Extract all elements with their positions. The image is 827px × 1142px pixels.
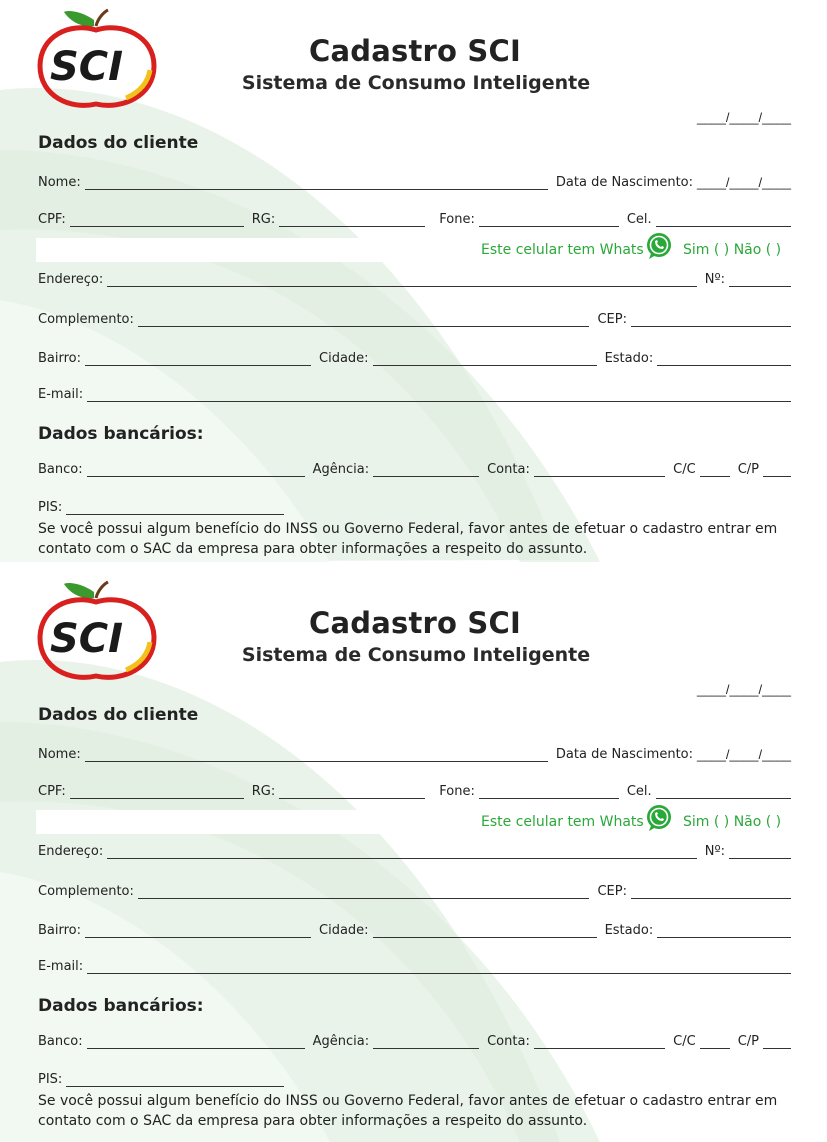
estado-field[interactable] [657, 925, 791, 938]
cpf-label: CPF: [38, 784, 66, 799]
form-subtitle: Sistema de Consumo Inteligente [241, 644, 591, 666]
whatsapp-question: Este celular tem Whats [481, 242, 644, 258]
rg-field[interactable] [279, 786, 425, 799]
cidade-field[interactable] [373, 925, 597, 938]
whatsapp-question: Este celular tem Whats [481, 814, 644, 830]
data-nascimento-label: Data de Nascimento: [555, 175, 694, 190]
row-nome [38, 172, 791, 190]
whatsapp-options[interactable]: Sim ( ) Não ( ) [683, 242, 782, 258]
row-endereco [38, 841, 791, 859]
form-date-field[interactable]: ____/____/____ [697, 682, 791, 697]
agencia-field[interactable] [373, 464, 479, 477]
apple-logo-icon [30, 6, 162, 114]
endereco-field[interactable] [107, 846, 697, 859]
cp-field[interactable] [763, 464, 791, 477]
endereco-label: Endereço: [38, 844, 104, 859]
banco-label: Banco: [38, 462, 83, 477]
cp-label: C/P [737, 462, 759, 477]
apple-logo-icon [30, 578, 162, 686]
row-bairro [38, 920, 791, 938]
conta-field[interactable] [534, 1036, 665, 1049]
fone-label: Fone: [439, 784, 475, 799]
whatsapp-icon [644, 803, 674, 833]
estado-field[interactable] [657, 353, 791, 366]
complemento-label: Complemento: [38, 884, 134, 899]
conta-label: Conta: [487, 1034, 530, 1049]
cel-field[interactable] [656, 214, 791, 227]
cep-label: CEP: [597, 312, 627, 327]
cel-label: Cel. [626, 784, 652, 799]
fone-field[interactable] [479, 214, 619, 227]
registration-form-1 [0, 0, 827, 562]
row-complemento [38, 309, 791, 327]
inss-note: Se você possui algum benefício do INSS ou Governo Federal, favor antes de efetuar o cadastro entrar em contato com o SAC da empresa para obter informações a respeito do assunto. [38, 1093, 778, 1129]
bairro-label: Bairro: [38, 351, 82, 366]
cep-label: CEP: [597, 884, 627, 899]
complemento-field[interactable] [138, 314, 590, 327]
cp-label: C/P [737, 1034, 759, 1049]
cc-field[interactable] [700, 1036, 730, 1049]
row-cpf [38, 209, 791, 227]
complemento-field[interactable] [138, 886, 590, 899]
agencia-label: Agência: [312, 462, 370, 477]
endereco-label: Endereço: [38, 272, 104, 287]
bank-section-heading: Dados bancários: [38, 996, 204, 1016]
cep-field[interactable] [631, 886, 791, 899]
numero-label: Nº: [704, 844, 725, 859]
fone-field[interactable] [479, 786, 619, 799]
pis-label: PIS: [38, 1072, 63, 1087]
whatsapp-question-row [0, 802, 827, 840]
row-pis [38, 497, 791, 515]
cel-field[interactable] [656, 786, 791, 799]
row-email [38, 956, 791, 974]
banco-field[interactable] [87, 1036, 305, 1049]
row-bairro [38, 348, 791, 366]
bairro-field[interactable] [85, 353, 311, 366]
numero-field[interactable] [729, 846, 791, 859]
numero-field[interactable] [729, 274, 791, 287]
row-email [38, 384, 791, 402]
banco-field[interactable] [87, 464, 305, 477]
cpf-field[interactable] [70, 786, 244, 799]
cidade-label: Cidade: [319, 351, 369, 366]
endereco-field[interactable] [107, 274, 697, 287]
inss-note: Se você possui algum benefício do INSS ou Governo Federal, favor antes de efetuar o cadastro entrar em contato com o SAC da empresa para obter informações a respeito do assunto. [38, 521, 778, 557]
client-section-heading: Dados do cliente [38, 705, 199, 725]
numero-label: Nº: [704, 272, 725, 287]
banco-label: Banco: [38, 1034, 83, 1049]
pis-field[interactable] [66, 502, 284, 515]
data-nascimento-field[interactable]: ____/____/____ [697, 747, 791, 762]
complemento-label: Complemento: [38, 312, 134, 327]
cc-label: C/C [673, 1034, 696, 1049]
email-field[interactable] [87, 389, 791, 402]
registration-form-2 [0, 572, 827, 1142]
nome-label: Nome: [38, 747, 81, 762]
row-endereco [38, 269, 791, 287]
cc-label: C/C [673, 462, 696, 477]
row-pis [38, 1069, 791, 1087]
whatsapp-question-row [0, 230, 827, 268]
cpf-field[interactable] [70, 214, 244, 227]
cidade-label: Cidade: [319, 923, 369, 938]
cidade-field[interactable] [373, 353, 597, 366]
row-complemento [38, 881, 791, 899]
form-subtitle: Sistema de Consumo Inteligente [241, 72, 591, 94]
email-label: E-mail: [38, 387, 84, 402]
data-nascimento-field[interactable]: ____/____/____ [697, 175, 791, 190]
estado-label: Estado: [604, 923, 654, 938]
bairro-field[interactable] [85, 925, 311, 938]
cpf-label: CPF: [38, 212, 66, 227]
bairro-label: Bairro: [38, 923, 82, 938]
client-section-heading: Dados do cliente [38, 133, 199, 153]
cp-field[interactable] [763, 1036, 791, 1049]
agencia-field[interactable] [373, 1036, 479, 1049]
estado-label: Estado: [604, 351, 654, 366]
row-nome [38, 744, 791, 762]
nome-field[interactable] [85, 177, 548, 190]
svg-text:SCI: SCI [50, 616, 124, 662]
nome-label: Nome: [38, 175, 81, 190]
fone-label: Fone: [439, 212, 475, 227]
conta-field[interactable] [534, 464, 665, 477]
cel-label: Cel. [626, 212, 652, 227]
row-banco [38, 1031, 791, 1049]
bank-section-heading: Dados bancários: [38, 424, 204, 444]
email-field[interactable] [87, 961, 791, 974]
form-date-field[interactable]: ____/____/____ [697, 110, 791, 125]
nome-field[interactable] [85, 749, 548, 762]
form-title: Cadastro SCI [309, 606, 521, 640]
whatsapp-options[interactable]: Sim ( ) Não ( ) [683, 814, 782, 830]
row-cpf [38, 781, 791, 799]
rg-label: RG: [251, 784, 276, 799]
rg-label: RG: [251, 212, 276, 227]
pis-label: PIS: [38, 500, 63, 515]
pis-field[interactable] [66, 1074, 284, 1087]
cc-field[interactable] [700, 464, 730, 477]
rg-field[interactable] [279, 214, 425, 227]
form-title: Cadastro SCI [309, 34, 521, 68]
conta-label: Conta: [487, 462, 530, 477]
whatsapp-icon [644, 231, 674, 261]
agencia-label: Agência: [312, 1034, 370, 1049]
email-label: E-mail: [38, 959, 84, 974]
svg-text:SCI: SCI [50, 44, 124, 90]
cep-field[interactable] [631, 314, 791, 327]
row-banco [38, 459, 791, 477]
data-nascimento-label: Data de Nascimento: [555, 747, 694, 762]
